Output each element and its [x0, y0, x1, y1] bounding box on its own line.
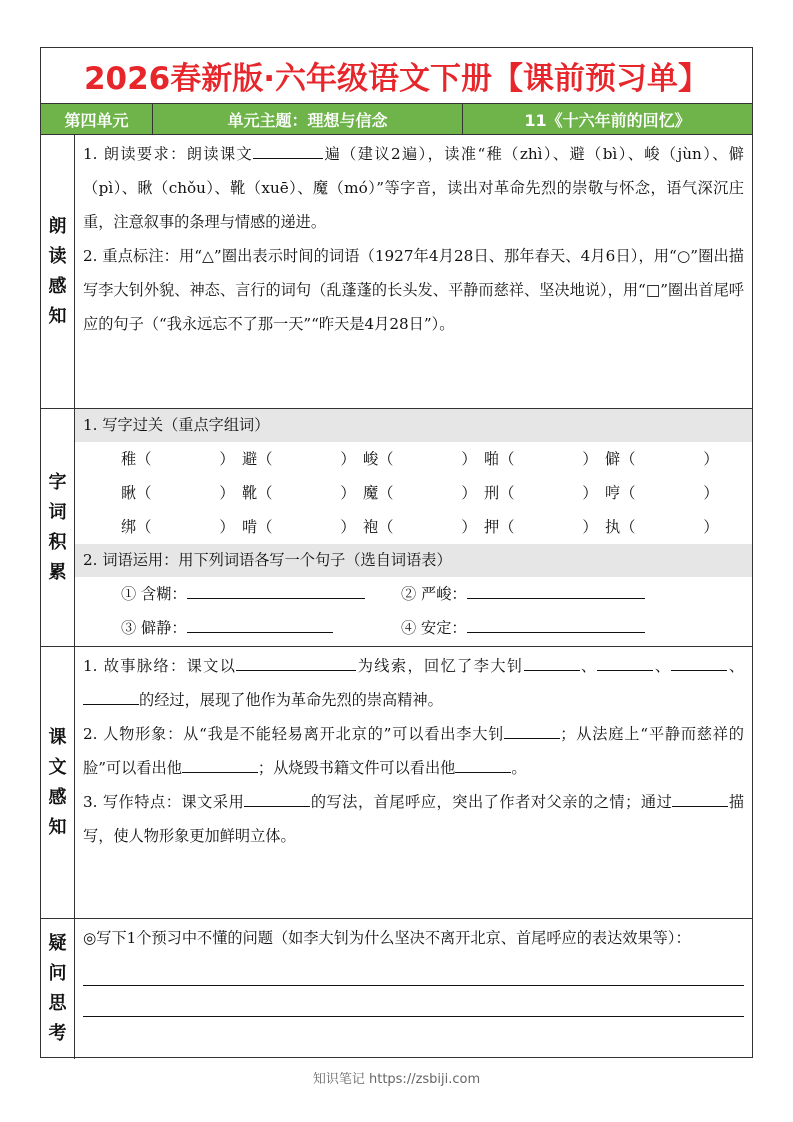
label-char: 累 — [48, 561, 67, 583]
label-char: 思 — [48, 993, 67, 1014]
answer-blank[interactable] — [672, 788, 728, 807]
label-char: 文 — [48, 756, 67, 778]
label-char: 知 — [48, 305, 67, 327]
answer-blank[interactable] — [187, 580, 365, 599]
unit-label: 第四单元 — [41, 104, 153, 134]
text-item-1: 1. 故事脉络：课文以 为线索，回忆了李大钊 、 、 、的经过，展现了他作为革命先烈的崇高精神。 — [83, 649, 744, 717]
label-char: 读 — [48, 245, 67, 267]
label-char: 感 — [48, 275, 67, 297]
usage-row: ① 含糊： ② 严峻： — [83, 577, 744, 611]
answer-blank[interactable] — [455, 754, 511, 773]
label-char: 积 — [48, 531, 67, 553]
char-row: 绑（ ） 啃（ ） 袍（ ） 押（ ） 执（ ） — [121, 518, 719, 536]
answer-blank[interactable] — [467, 580, 645, 599]
answer-line[interactable] — [83, 955, 744, 986]
label-char: 词 — [48, 501, 67, 523]
answer-blank[interactable] — [182, 754, 258, 773]
answer-blank[interactable] — [187, 614, 333, 633]
footer-watermark: 知识笔记 https://zsbiji.com — [312, 1072, 481, 1087]
usage-row: ③ 僻静： ④ 安定： — [83, 611, 744, 645]
reading-label — [41, 135, 75, 408]
char-row: 稚（ ） 避（ ） 峻（ ） 啪（ ） 僻（ ） — [121, 450, 719, 468]
label-char: 问 — [48, 963, 67, 984]
label-char: 朗 — [48, 215, 67, 237]
words-subheader-1: 1. 写字过关（重点字组词） — [75, 409, 752, 442]
words-label — [41, 409, 75, 646]
answer-blank[interactable] — [671, 652, 727, 671]
label-char: 疑 — [48, 933, 67, 954]
label-char: 感 — [48, 786, 67, 808]
text-section — [41, 647, 752, 919]
label-char: 考 — [48, 1023, 67, 1044]
label-char: 课 — [48, 726, 67, 748]
reading-section — [41, 135, 752, 409]
words-section — [41, 409, 752, 647]
answer-blank[interactable] — [253, 140, 323, 159]
text-item-2: 2. 人物形象：从“我是不能轻易离开北京的”可以看出李大钊 ；从法庭上“平静而慈祥的脸”可以看出他 ；从烧毁书籍文件可以看出他 。 — [83, 717, 744, 785]
reading-item-1: 1. 朗读要求：朗读课文 遍（建议2遍），读准“稚（zhì）、避（bì）、峻（jùn）、僻（pì）、瞅（chǒu）、靴（xuē）、魔（mó）”等字音，读出对革命先烈的崇敬与怀念，语气深沉庄重，注意叙事的条理与情感的递进。 — [83, 137, 744, 239]
char-row: 瞅（ ） 靴（ ） 魔（ ） 刑（ ） 哼（ ） — [121, 484, 719, 502]
answer-blank[interactable] — [467, 614, 645, 633]
words-subheader-2: 2. 词语运用：用下列词语各写一个句子（选自词语表） — [75, 544, 752, 577]
page-title: 2026春新版·六年级语文下册【课前预习单】 — [41, 48, 752, 104]
lesson-title: 11《十六年前的回忆》 — [524, 110, 691, 130]
header-bar — [41, 104, 752, 135]
answer-blank[interactable] — [597, 652, 653, 671]
answer-blank[interactable] — [524, 652, 580, 671]
answer-blank[interactable] — [236, 652, 356, 671]
questions-label — [41, 919, 75, 1059]
reading-item-2: 2. 重点标注：用“△”圈出表示时间的词语（1927年4月28日、那年春天、4月6日），用“○”圈出描写李大钊外貌、神态、言行的词句（乱蓬蓬的长头发、平静而慈祥、坚决地说），用“□”圈出首尾呼应的句子（“我永远忘不了那一天”“昨天是4月28日”）。 — [83, 247, 744, 333]
answer-blank[interactable] — [83, 686, 139, 705]
questions-prompt: ◎写下1个预习中不懂的问题（如李大钊为什么坚决不离开北京、首尾呼应的表达效果等）： — [83, 929, 691, 947]
answer-line[interactable] — [83, 986, 744, 1017]
text-label — [41, 647, 75, 918]
label-char: 知 — [48, 816, 67, 838]
text-item-3: 3. 写作特点：课文采用 的写法，首尾呼应，突出了作者对父亲的之情；通过 描写，使人物形象更加鲜明立体。 — [83, 785, 744, 853]
unit-theme: 单元主题：理想与信念 — [153, 104, 463, 134]
answer-blank[interactable] — [504, 720, 560, 739]
worksheet — [40, 47, 753, 1058]
label-char: 字 — [48, 471, 67, 493]
questions-section — [41, 919, 752, 1059]
answer-blank[interactable] — [244, 788, 310, 807]
